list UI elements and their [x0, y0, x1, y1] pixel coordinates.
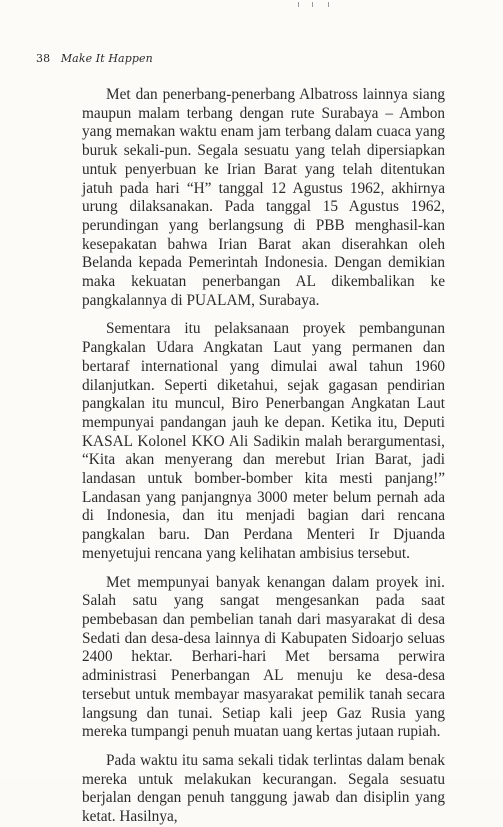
page-header	[36, 52, 153, 65]
paragraph: Met dan penerbang-penerbang Albatross lainnya siang maupun malam terbang dengan rute Surabaya – Ambon yang memakan waktu enam jam terbang dalam cuaca yang buruk sekali-pun. Segala sesuatu yang telah dipersiapkan untuk penyerbuan ke Irian Barat yang telah ditentukan jatuh pada hari “H” tanggal 12 Agustus 1962, akhirnya urung dilaksanakan. Pada tanggal 15 Agustus 1962, perundingan yang berlangsung di PBB menghasil-kan kesepakatan bahwa Irian Barat akan diserahkan oleh Belanda kepada Pemerintah Indonesia. Dengan demikian maka kekuatan penerbangan AL dikembalikan ke pangkalannya di PUALAM, Surabaya.	[82, 86, 445, 309]
paragraph: Pada waktu itu sama sekali tidak terlintas dalam benak mereka untuk melakukan kecurangan. Segala sesuatu berjalan dengan penuh tanggung jawab dan disiplin yang ketat. Hasilnya,	[82, 751, 445, 826]
running-title: Make It Happen	[60, 52, 153, 65]
scan-artifact	[298, 2, 338, 8]
paragraph: Sementara itu pelaksanaan proyek pembangunan Pangkalan Udara Angkatan Laut yang permanen dan bertaraf international yang dimulai awal tahun 1960 dilanjutkan. Seperti diketahui, sejak gagasan pendirian pangkalan itu muncul, Biro Penerbangan Angkatan Laut mempunyai pandangan jauh ke depan. Ketika itu, Deputi KASAL Kolonel KKO Ali Sadikin malah berargumentasi, “Kita akan menyerang dan merebut Irian Barat, jadi landasan untuk bomber-bomber kita mesti panjang!” Landasan yang panjangnya 3000 meter belum pernah ada di Indonesia, dan itu menjadi bagian dari rencana pangkalan baru. Dan Perdana Menteri Ir Djuanda menyetujui rencana yang kelihatan ambisius tersebut.	[82, 320, 445, 562]
body-text	[82, 86, 445, 827]
page-number: 38	[36, 52, 51, 65]
paragraph: Met mempunyai banyak kenangan dalam proyek ini. Salah satu yang sangat mengesankan pada saat pembebasan dan pembelian tanah dari masyarakat di desa Sedati dan desa-desa lainnya di Kabupaten Sidoarjo seluas 2400 hektar. Berhari-hari Met bersama perwira administrasi Penerbangan AL menuju ke desa-desa tersebut untuk membayar masyarakat pemilik tanah secara langsung dan tunai. Setiap kali jeep Gaz Rusia yang mereka tumpangi penuh muatan uang kertas jutaan rupiah.	[82, 573, 445, 741]
